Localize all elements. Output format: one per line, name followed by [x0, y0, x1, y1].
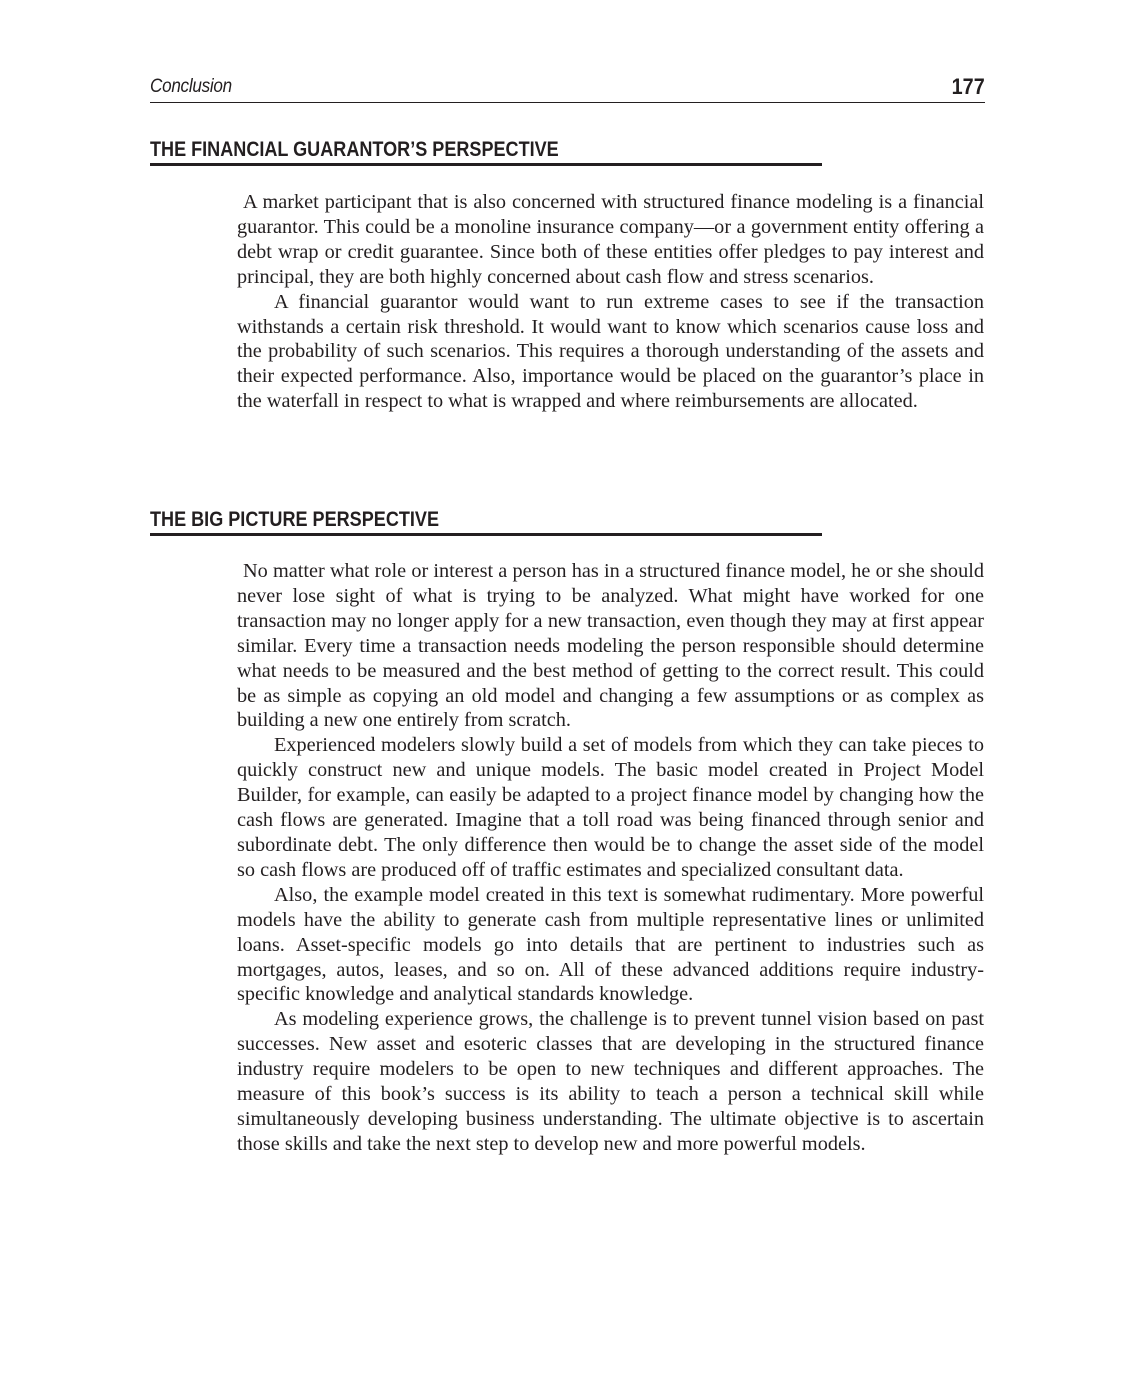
section-heading-text: THE BIG PICTURE PERSPECTIVE: [150, 508, 440, 531]
paragraph: Also, the example model created in this text is somewhat rudimentary. More powerful models have the ability to generate cash from multiple representative lines or unlimited loans. Asset-specific models go into details that are pertinent to industries such as mortgages, autos, leases, and so on. All of these advanced additions require industry-specific knowledge and analytical standards knowledge.: [237, 883, 984, 1006]
section-body-big-picture: [237, 559, 984, 1157]
page-number: 177: [951, 74, 985, 99]
section-body-financial-guarantor: [237, 190, 984, 414]
paragraph: No matter what role or interest a person has in a structured finance model, he or she should never lose sight of what is trying to be analyzed. What might have worked for one transaction may no longer apply for a new transaction, even though they may at first appear similar. Every time a transaction needs modeling the person responsible should determine what needs to be measured and the best method of getting to the correct result. This could be as simple as copying an old model and changing a few assumptions or as complex as building a new one entirely from scratch.: [237, 560, 984, 732]
paragraph: As modeling experience grows, the challenge is to prevent tunnel vision based on past successes. New asset and esoteric classes that are developing in the structured finance industry require modelers to be open to new techniques and different approaches. The measure of this book’s success is its ability to teach a person a technical skill while simultaneously developing business understanding. The ultimate objective is to ascertain those skills and take the next step to develop new and more powerful models.: [237, 1008, 984, 1155]
section-heading-financial-guarantor: [150, 137, 822, 166]
chapter-name: Conclusion: [150, 76, 232, 97]
paragraph: A financial guarantor would want to run extreme cases to see if the transaction withstands a certain risk threshold. It would want to know which scenarios cause loss and the probability of such scenarios. This requires a thorough understanding of the assets and their expected performance. Also, importance would be placed on the guarantor’s place in the waterfall in respect to what is wrapped and where reimbursements are allocated.: [237, 290, 984, 413]
section-heading-text: THE FINANCIAL GUARANTOR’S PERSPECTIVE: [150, 138, 559, 161]
section-heading-big-picture: [150, 507, 822, 536]
paragraph: Experienced modelers slowly build a set of models from which they can take pieces to quickly construct new and unique models. The basic model created in Project Model Builder, for example, can easily be adapted to a project finance model by changing how the cash flows are generated. Imagine that a toll road was being financed through senior and subordinate debt. The only difference then would be to change the asset side of the model so cash flows are produced off of traffic estimates and specialized consultant data.: [237, 734, 984, 881]
paragraph: A market participant that is also concerned with structured finance modeling is a financial guarantor. This could be a monoline insurance company—or a government entity offering a debt wrap or credit guarantee. Since both of these entities offer pledges to pay interest and principal, they are both highly concerned about cash flow and stress scenarios.: [237, 191, 984, 288]
running-head: [150, 74, 985, 103]
